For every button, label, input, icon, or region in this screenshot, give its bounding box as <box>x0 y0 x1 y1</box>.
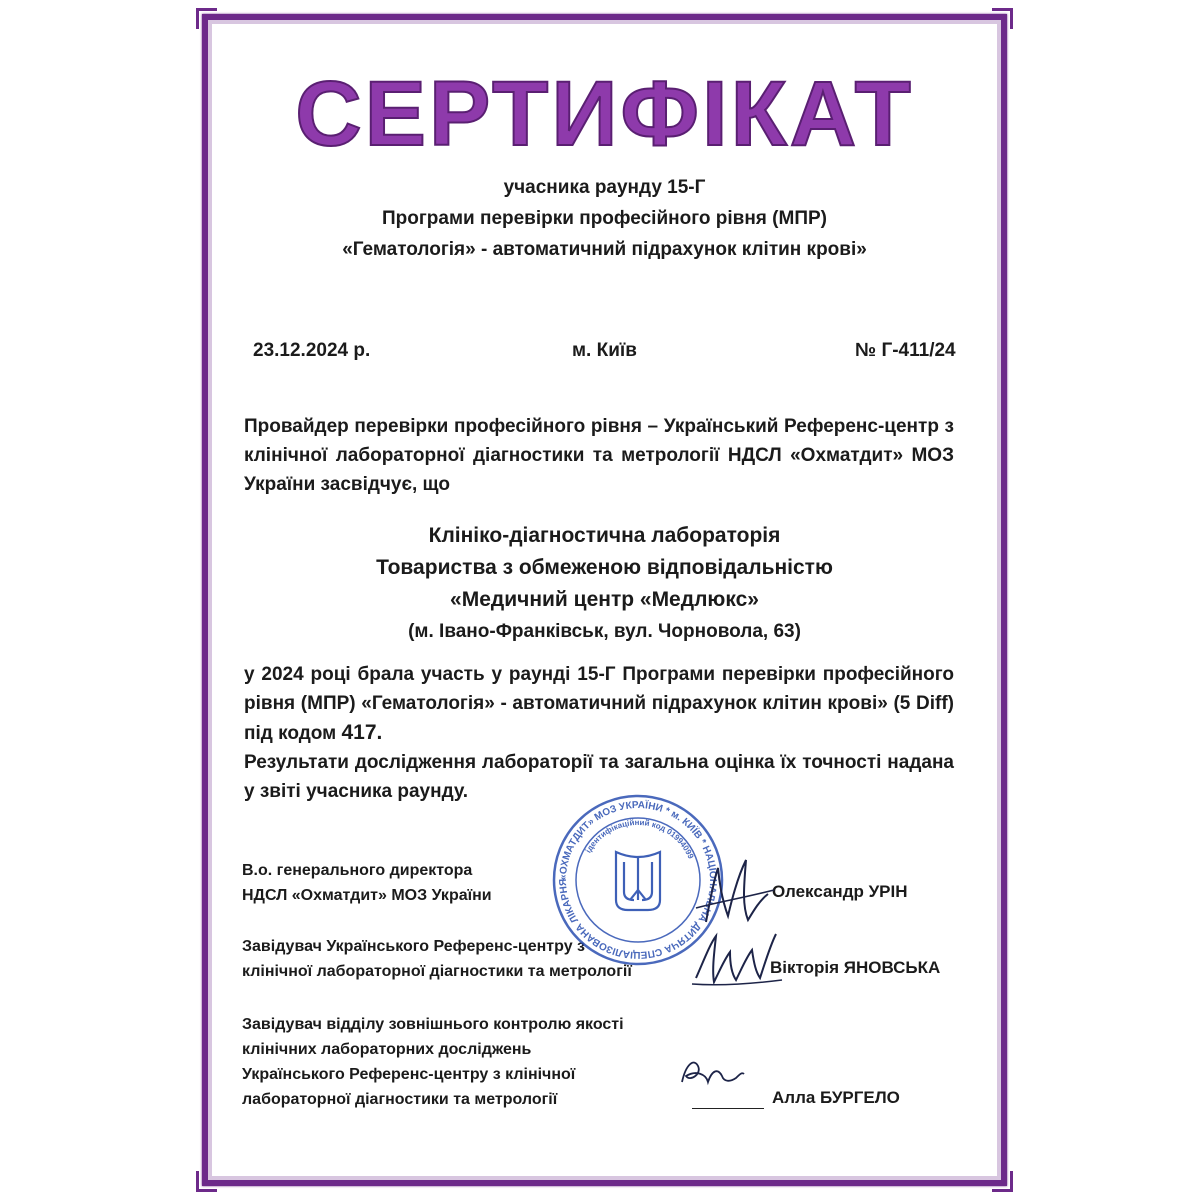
org-line: «Медичний центр «Медлюкс» <box>450 588 759 611</box>
certificate-title: СЕРТИФІКАТ <box>295 63 914 165</box>
signature-urin <box>688 850 778 940</box>
participation-statement <box>244 660 954 806</box>
participant-code: 417. <box>341 721 383 744</box>
role-line: В.о. генерального директора <box>242 862 473 879</box>
signatory-role <box>242 1012 682 1112</box>
certificate-number: № Г-411/24 <box>855 340 956 361</box>
border-corner-ornament <box>196 8 217 29</box>
signature-line <box>692 1108 764 1109</box>
subtitle-line: Програми перевірки професійного рівня (МПР) <box>382 208 827 229</box>
border-corner-ornament <box>992 1171 1013 1192</box>
signatory-name: Алла БУРГЕЛО <box>772 1088 900 1107</box>
org-line: Клініко-діагностична лабораторія <box>428 524 781 547</box>
laboratory-address: (м. Івано-Франківськ, вул. Чорновола, 63) <box>408 621 801 642</box>
role-line: Завідувач Українського Референс-центру з <box>242 938 585 955</box>
role-line: клінічної лабораторної діагностики та метрології <box>242 963 632 980</box>
border-corner-ornament <box>196 1171 217 1192</box>
signature-yanovska <box>690 930 785 990</box>
subtitle-line: учасника раунду 15-Г <box>503 177 706 198</box>
org-line: Товариства з обмеженою відповідальністю <box>376 556 833 579</box>
signatory-name: Олександр УРІН <box>772 882 908 901</box>
role-line: Українського Референс-центру з клінічної <box>242 1066 576 1083</box>
border-corner-ornament <box>992 8 1013 29</box>
results-text: Результати дослідження лабораторії та загальна оцінка їх точності надана у звіті учасника раунду. <box>244 752 954 802</box>
subtitle-line: «Гематологія» - автоматичний підрахунок клітин крові» <box>342 239 867 260</box>
signature-burgelo <box>676 1052 746 1092</box>
signatory-role <box>242 858 492 908</box>
role-line: лабораторної діагностики та метрології <box>242 1091 558 1108</box>
trident-icon <box>616 852 660 910</box>
seal-text: «ОХМАТДИТ» МОЗ УКРАЇНИ * м. КИЇВ * НАЦІОНАЛЬНА ДИТЯЧА СПЕЦІАЛІЗОВАНА ЛІКАРНЯ <box>557 799 719 961</box>
issue-city: м. Київ <box>572 340 637 361</box>
role-line: Завідувач відділу зовнішнього контролю якості <box>242 1016 624 1033</box>
certificate-subtitle <box>202 172 1007 265</box>
seal-code: ідентифікаційний код 01994099 <box>583 817 696 861</box>
role-line: клінічних лабораторних досліджень <box>242 1041 532 1058</box>
participation-text: у 2024 році брала участь у раунді 15-Г Програми перевірки професійного рівня (МПР) «Гематологія» - автоматичний підрахунок клітин крові» (5 Diff) під кодом <box>244 664 954 744</box>
issue-date: 23.12.2024 р. <box>253 340 371 361</box>
provider-statement: Провайдер перевірки професійного рівня – Український Референс-центр з клінічної лабораторної діагностики та метрології НДСЛ «Охматдит» МОЗ України засвідчує, що <box>244 416 954 495</box>
role-line: НДСЛ «Охматдит» МОЗ України <box>242 887 492 904</box>
signatory-name: Вікторія ЯНОВСЬКА <box>770 958 941 977</box>
laboratory-name <box>202 520 1007 648</box>
